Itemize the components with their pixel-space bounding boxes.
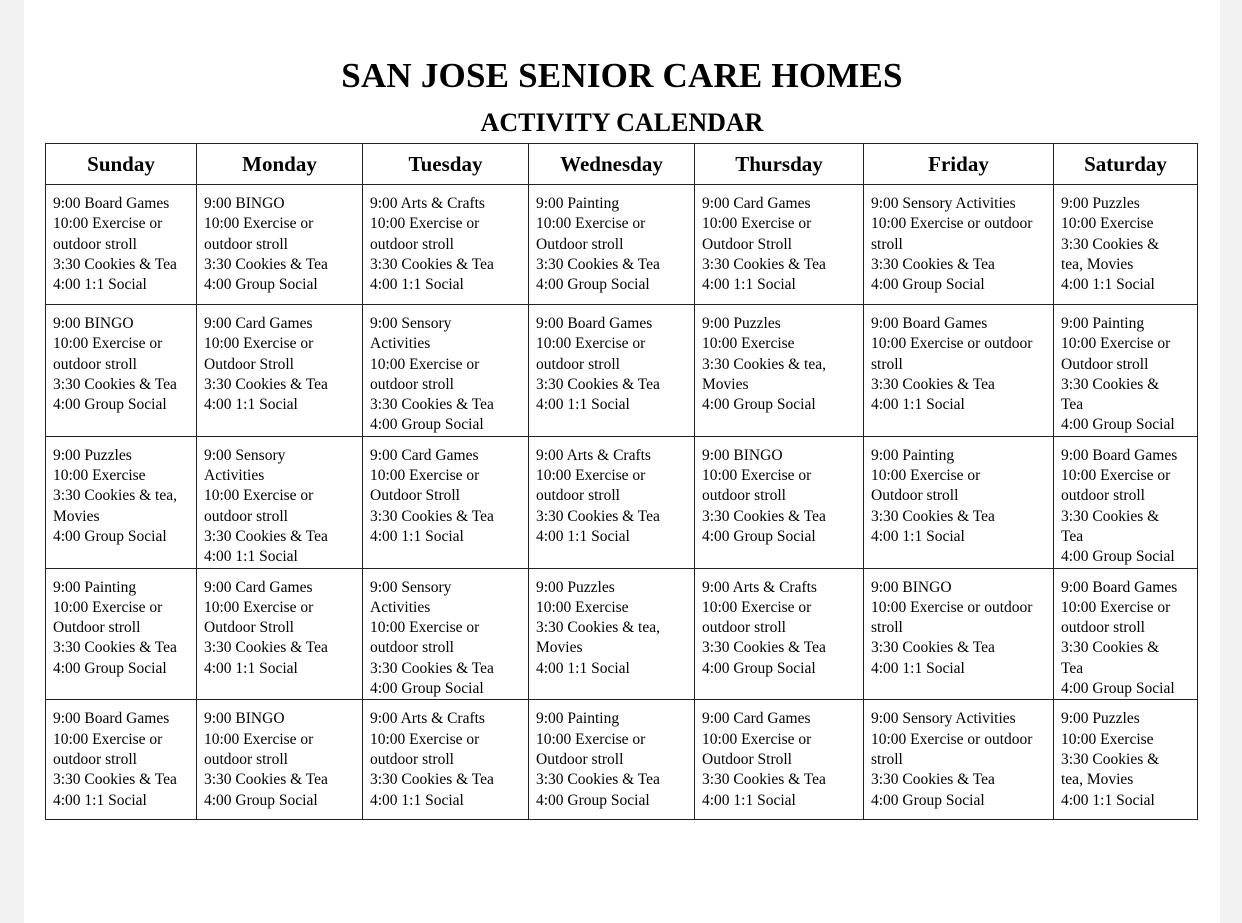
activity-line: tea, Movies xyxy=(1061,771,1134,789)
activity-line: 9:00 Board Games xyxy=(1061,446,1178,464)
day-cell-thursday xyxy=(695,436,864,568)
day-cell-saturday xyxy=(1054,436,1198,568)
activity-line: 9:00 Card Games xyxy=(702,710,811,728)
activity-line: 10:00 Exercise or xyxy=(53,598,163,616)
activity-line: Outdoor Stroll xyxy=(702,750,792,768)
activity-line: Movies xyxy=(53,507,100,525)
activity-line: 9:00 BINGO xyxy=(871,578,952,596)
activity-line: stroll xyxy=(871,235,903,253)
activity-line: 3:30 Cookies & Tea xyxy=(871,375,995,393)
activity-line: 9:00 Board Games xyxy=(871,315,988,332)
day-cell-friday xyxy=(864,568,1054,700)
activity-line: Outdoor Stroll xyxy=(204,355,294,373)
activity-line: 3:30 Cookies & Tea xyxy=(536,255,660,273)
activity-line: 4:00 1:1 Social xyxy=(702,791,796,809)
activity-line: Activities xyxy=(204,467,265,485)
day-cell-sunday xyxy=(46,436,197,568)
activity-line: 9:00 Card Games xyxy=(204,578,313,596)
activity-line: 4:00 1:1 Social xyxy=(536,659,630,677)
activity-line: 4:00 1:1 Social xyxy=(370,791,464,809)
activity-line: 3:30 Cookies & Tea xyxy=(370,659,494,677)
day-cell-friday xyxy=(864,185,1054,305)
day-cell-thursday xyxy=(695,185,864,305)
activity-line: 4:00 Group Social xyxy=(370,416,484,434)
activity-line: 9:00 Puzzles xyxy=(1061,710,1140,728)
activity-line: 4:00 Group Social xyxy=(204,791,318,809)
activity-line: Activities xyxy=(370,335,431,353)
activity-line: 10:00 Exercise or xyxy=(204,730,314,748)
activity-line: 3:30 Cookies & Tea xyxy=(370,507,494,525)
activity-line: 10:00 Exercise or xyxy=(1061,467,1171,485)
activity-line: 4:00 1:1 Social xyxy=(204,659,298,677)
day-header-monday: Monday xyxy=(197,144,363,185)
activity-line: outdoor stroll xyxy=(370,375,454,393)
activity-line: 10:00 Exercise or xyxy=(204,335,314,353)
activity-line: 4:00 Group Social xyxy=(871,276,985,294)
activity-line: 10:00 Exercise or xyxy=(1061,598,1171,616)
activity-line: 9:00 Card Games xyxy=(204,315,313,332)
activity-line: stroll xyxy=(871,750,903,768)
activity-line: 10:00 Exercise or xyxy=(702,730,812,748)
week-row xyxy=(46,185,1198,305)
activity-line: outdoor stroll xyxy=(370,235,454,253)
activity-line: 9:00 Arts & Crafts xyxy=(702,578,817,596)
day-cell-wednesday xyxy=(529,185,695,305)
activity-line: 10:00 Exercise or xyxy=(370,730,480,748)
activity-line: 3:30 Cookies & xyxy=(1061,639,1160,657)
activity-line: Outdoor Stroll xyxy=(370,487,460,505)
day-cell-monday xyxy=(197,436,363,568)
activity-line: 9:00 Sensory Activities xyxy=(871,710,1016,728)
activity-line: 9:00 BINGO xyxy=(702,446,783,464)
activity-line: outdoor stroll xyxy=(370,750,454,768)
activity-line: 4:00 Group Social xyxy=(1061,680,1175,698)
activity-line: Outdoor stroll xyxy=(871,487,959,505)
day-cell-thursday xyxy=(695,568,864,700)
activity-line: outdoor stroll xyxy=(702,487,786,505)
activity-line: 3:30 Cookies & Tea xyxy=(370,771,494,789)
activity-line: 9:00 Card Games xyxy=(370,446,479,464)
activity-line: 4:00 1:1 Social xyxy=(871,659,965,677)
day-cell-sunday xyxy=(46,305,197,437)
activity-line: 4:00 Group Social xyxy=(702,659,816,677)
day-header-tuesday: Tuesday xyxy=(363,144,529,185)
activity-line: outdoor stroll xyxy=(536,355,620,373)
activity-line: outdoor stroll xyxy=(1061,619,1145,637)
activity-line: 9:00 Painting xyxy=(871,446,955,464)
activity-line: 3:30 Cookies & Tea xyxy=(702,771,826,789)
activity-line: 4:00 1:1 Social xyxy=(871,527,965,545)
activity-line: 4:00 1:1 Social xyxy=(1061,791,1155,809)
day-cell-thursday xyxy=(695,305,864,437)
day-cell-monday xyxy=(197,568,363,700)
activity-line: 4:00 1:1 Social xyxy=(53,276,147,294)
activity-line: 4:00 1:1 Social xyxy=(204,396,298,414)
activity-line: 9:00 BINGO xyxy=(53,315,134,332)
activity-line: 3:30 Cookies & Tea xyxy=(536,507,660,525)
activity-line: 10:00 Exercise or xyxy=(204,487,314,505)
activity-line: 10:00 Exercise or outdoor xyxy=(871,215,1033,233)
activity-line: 10:00 Exercise xyxy=(536,598,629,616)
activity-line: Movies xyxy=(702,375,749,393)
activity-line: 9:00 Puzzles xyxy=(702,315,781,332)
activity-line: 3:30 Cookies & Tea xyxy=(53,255,177,273)
activity-line: 3:30 Cookies & xyxy=(1061,750,1160,768)
activity-line: 9:00 Board Games xyxy=(53,195,170,212)
activity-line: 3:30 Cookies & Tea xyxy=(702,639,826,657)
activity-line: 9:00 Board Games xyxy=(53,710,170,728)
activity-line: 3:30 Cookies & Tea xyxy=(204,771,328,789)
day-header-thursday: Thursday xyxy=(695,144,864,185)
activity-line: Activities xyxy=(370,598,431,616)
day-cell-friday xyxy=(864,436,1054,568)
activity-line: Outdoor Stroll xyxy=(204,619,294,637)
activity-line: 10:00 Exercise or xyxy=(53,335,163,353)
day-cell-thursday xyxy=(695,700,864,820)
activity-line: 4:00 Group Social xyxy=(871,791,985,809)
activity-line: 3:30 Cookies & Tea xyxy=(53,771,177,789)
activity-line: outdoor stroll xyxy=(370,639,454,657)
activity-line: 9:00 Sensory xyxy=(370,315,452,332)
day-cell-saturday xyxy=(1054,568,1198,700)
activity-line: 4:00 1:1 Social xyxy=(536,396,630,414)
day-cell-wednesday xyxy=(529,305,695,437)
day-cell-wednesday xyxy=(529,568,695,700)
activity-line: 10:00 Exercise or xyxy=(370,467,480,485)
activity-line: Tea xyxy=(1061,527,1084,545)
day-cell-tuesday xyxy=(363,185,529,305)
day-header-saturday: Saturday xyxy=(1054,144,1198,185)
activity-line: 9:00 BINGO xyxy=(204,195,285,212)
activity-line: outdoor stroll xyxy=(536,487,620,505)
day-cell-sunday xyxy=(46,700,197,820)
activity-line: 9:00 Sensory Activities xyxy=(871,195,1016,212)
activity-line: outdoor stroll xyxy=(53,355,137,373)
activity-line: 3:30 Cookies & tea, xyxy=(53,487,177,505)
activity-line: outdoor stroll xyxy=(1061,487,1145,505)
activity-line: 4:00 Group Social xyxy=(536,791,650,809)
activity-line: 9:00 Arts & Crafts xyxy=(536,446,651,464)
day-cell-friday xyxy=(864,305,1054,437)
day-cell-tuesday xyxy=(363,568,529,700)
activity-line: 10:00 Exercise or xyxy=(204,598,314,616)
day-cell-wednesday xyxy=(529,436,695,568)
day-cell-monday xyxy=(197,700,363,820)
day-cell-wednesday xyxy=(529,700,695,820)
day-cell-friday xyxy=(864,700,1054,820)
day-cell-saturday xyxy=(1054,185,1198,305)
activity-line: 9:00 Card Games xyxy=(702,195,811,212)
activity-line: 3:30 Cookies & xyxy=(1061,507,1160,525)
activity-line: 3:30 Cookies & Tea xyxy=(204,639,328,657)
activity-line: 3:30 Cookies & Tea xyxy=(871,507,995,525)
activity-line: 9:00 Arts & Crafts xyxy=(370,195,485,212)
activity-line: outdoor stroll xyxy=(53,235,137,253)
activity-line: 4:00 1:1 Social xyxy=(536,527,630,545)
activity-line: 9:00 Sensory xyxy=(204,446,286,464)
activity-line: outdoor stroll xyxy=(702,619,786,637)
activity-line: 10:00 Exercise or xyxy=(702,467,812,485)
activity-line: 4:00 Group Social xyxy=(1061,548,1175,566)
activity-line: 10:00 Exercise or xyxy=(1061,335,1171,353)
activity-line: 10:00 Exercise or xyxy=(536,730,646,748)
document-page xyxy=(24,0,1220,923)
activity-line: 3:30 Cookies & Tea xyxy=(204,255,328,273)
activity-line: 4:00 1:1 Social xyxy=(370,527,464,545)
activity-line: 10:00 Exercise or xyxy=(370,355,480,373)
activity-line: 4:00 Group Social xyxy=(53,396,167,414)
activity-line: 10:00 Exercise or xyxy=(53,215,163,233)
activity-line: 4:00 Group Social xyxy=(370,680,484,698)
activity-line: stroll xyxy=(871,619,903,637)
activity-line: 10:00 Exercise or xyxy=(702,215,812,233)
activity-line: 3:30 Cookies & Tea xyxy=(370,396,494,414)
activity-line: 3:30 Cookies & Tea xyxy=(871,639,995,657)
activity-line: 10:00 Exercise or xyxy=(702,598,812,616)
activity-line: Outdoor stroll xyxy=(1061,355,1149,373)
activity-line: 4:00 1:1 Social xyxy=(53,791,147,809)
activity-line: 3:30 Cookies & xyxy=(1061,235,1160,253)
activity-line: outdoor stroll xyxy=(53,750,137,768)
activity-line: 9:00 Painting xyxy=(536,195,620,212)
activity-line: Tea xyxy=(1061,396,1084,414)
activity-line: 4:00 1:1 Social xyxy=(370,276,464,294)
activity-line: 9:00 BINGO xyxy=(204,710,285,728)
activity-line: 3:30 Cookies & tea, xyxy=(702,355,826,373)
activity-line: 9:00 Painting xyxy=(536,710,620,728)
activity-line: 10:00 Exercise or xyxy=(536,215,646,233)
activity-line: 10:00 Exercise or xyxy=(536,467,646,485)
activity-line: 10:00 Exercise xyxy=(1061,730,1154,748)
activity-line: 3:30 Cookies & Tea xyxy=(53,375,177,393)
activity-line: 3:30 Cookies & Tea xyxy=(871,771,995,789)
activity-line: 3:30 Cookies & Tea xyxy=(370,255,494,273)
activity-line: Outdoor stroll xyxy=(53,619,141,637)
activity-line: 3:30 Cookies & tea, xyxy=(536,619,660,637)
activity-line: 3:30 Cookies & Tea xyxy=(871,255,995,273)
activity-line: 3:30 Cookies & Tea xyxy=(536,771,660,789)
activity-line: outdoor stroll xyxy=(204,750,288,768)
week-row xyxy=(46,568,1198,700)
activity-line: 10:00 Exercise or outdoor xyxy=(871,598,1033,616)
activity-line: 10:00 Exercise or outdoor xyxy=(871,335,1033,353)
activity-line: 10:00 Exercise xyxy=(1061,215,1154,233)
activity-line: 10:00 Exercise or xyxy=(204,215,314,233)
activity-line: 4:00 1:1 Social xyxy=(1061,276,1155,294)
activity-line: 9:00 Puzzles xyxy=(1061,195,1140,212)
activity-line: 9:00 Painting xyxy=(53,578,137,596)
day-cell-sunday xyxy=(46,185,197,305)
activity-line: 4:00 Group Social xyxy=(204,276,318,294)
day-cell-tuesday xyxy=(363,436,529,568)
document-title: SAN JOSE SENIOR CARE HOMES xyxy=(341,56,903,95)
day-header-sunday: Sunday xyxy=(46,144,197,185)
activity-line: 3:30 Cookies & Tea xyxy=(702,255,826,273)
activity-line: 9:00 Puzzles xyxy=(53,446,132,464)
activity-line: 4:00 Group Social xyxy=(536,276,650,294)
day-cell-tuesday xyxy=(363,305,529,437)
activity-line: 4:00 Group Social xyxy=(702,396,816,414)
activity-line: 10:00 Exercise or xyxy=(370,215,480,233)
activity-line: 3:30 Cookies & Tea xyxy=(53,639,177,657)
activity-line: Outdoor stroll xyxy=(536,750,624,768)
day-header-wednesday: Wednesday xyxy=(529,144,695,185)
activity-line: 10:00 Exercise or xyxy=(370,619,480,637)
activity-line: 3:30 Cookies & Tea xyxy=(702,507,826,525)
activity-line: stroll xyxy=(871,355,903,373)
day-header-friday: Friday xyxy=(864,144,1054,185)
day-cell-saturday xyxy=(1054,700,1198,820)
activity-line: 4:00 1:1 Social xyxy=(871,396,965,414)
activity-line: 9:00 Board Games xyxy=(1061,578,1178,596)
activity-line: 10:00 Exercise or xyxy=(53,730,163,748)
week-row xyxy=(46,305,1198,437)
day-cell-sunday xyxy=(46,568,197,700)
activity-line: 3:30 Cookies & Tea xyxy=(204,527,328,545)
activity-line: 4:00 Group Social xyxy=(702,527,816,545)
activity-line: 4:00 Group Social xyxy=(53,527,167,545)
week-row xyxy=(46,436,1198,568)
activity-line: 9:00 Painting xyxy=(1061,315,1145,332)
day-cell-monday xyxy=(197,305,363,437)
day-cell-saturday xyxy=(1054,305,1198,437)
activity-line: 9:00 Board Games xyxy=(536,315,653,332)
activity-line: 4:00 Group Social xyxy=(1061,416,1175,434)
activity-line: 10:00 Exercise xyxy=(53,467,146,485)
activity-line: 3:30 Cookies & Tea xyxy=(204,375,328,393)
day-cell-tuesday xyxy=(363,700,529,820)
activity-line: 9:00 Arts & Crafts xyxy=(370,710,485,728)
activity-line: tea, Movies xyxy=(1061,255,1134,273)
day-cell-monday xyxy=(197,185,363,305)
activity-line: 10:00 Exercise or outdoor xyxy=(871,730,1033,748)
activity-line: 10:00 Exercise xyxy=(702,335,795,353)
activity-line: 4:00 Group Social xyxy=(53,659,167,677)
activity-line: 3:30 Cookies & xyxy=(1061,375,1160,393)
activity-line: 9:00 Sensory xyxy=(370,578,452,596)
activity-line: Tea xyxy=(1061,659,1084,677)
day-header-row xyxy=(46,144,1198,185)
activity-line: Movies xyxy=(536,639,583,657)
week-row xyxy=(46,700,1198,820)
activity-line: 10:00 Exercise or xyxy=(536,335,646,353)
activity-calendar-table xyxy=(45,143,1198,820)
activity-line: outdoor stroll xyxy=(204,507,288,525)
activity-line: 10:00 Exercise or xyxy=(871,467,981,485)
document-subtitle: ACTIVITY CALENDAR xyxy=(480,108,764,137)
activity-line: 9:00 Puzzles xyxy=(536,578,615,596)
activity-line: Outdoor stroll xyxy=(536,235,624,253)
activity-line: 3:30 Cookies & Tea xyxy=(536,375,660,393)
activity-line: 4:00 1:1 Social xyxy=(702,276,796,294)
activity-line: outdoor stroll xyxy=(204,235,288,253)
activity-line: Outdoor Stroll xyxy=(702,235,792,253)
activity-line: 4:00 1:1 Social xyxy=(204,548,298,566)
